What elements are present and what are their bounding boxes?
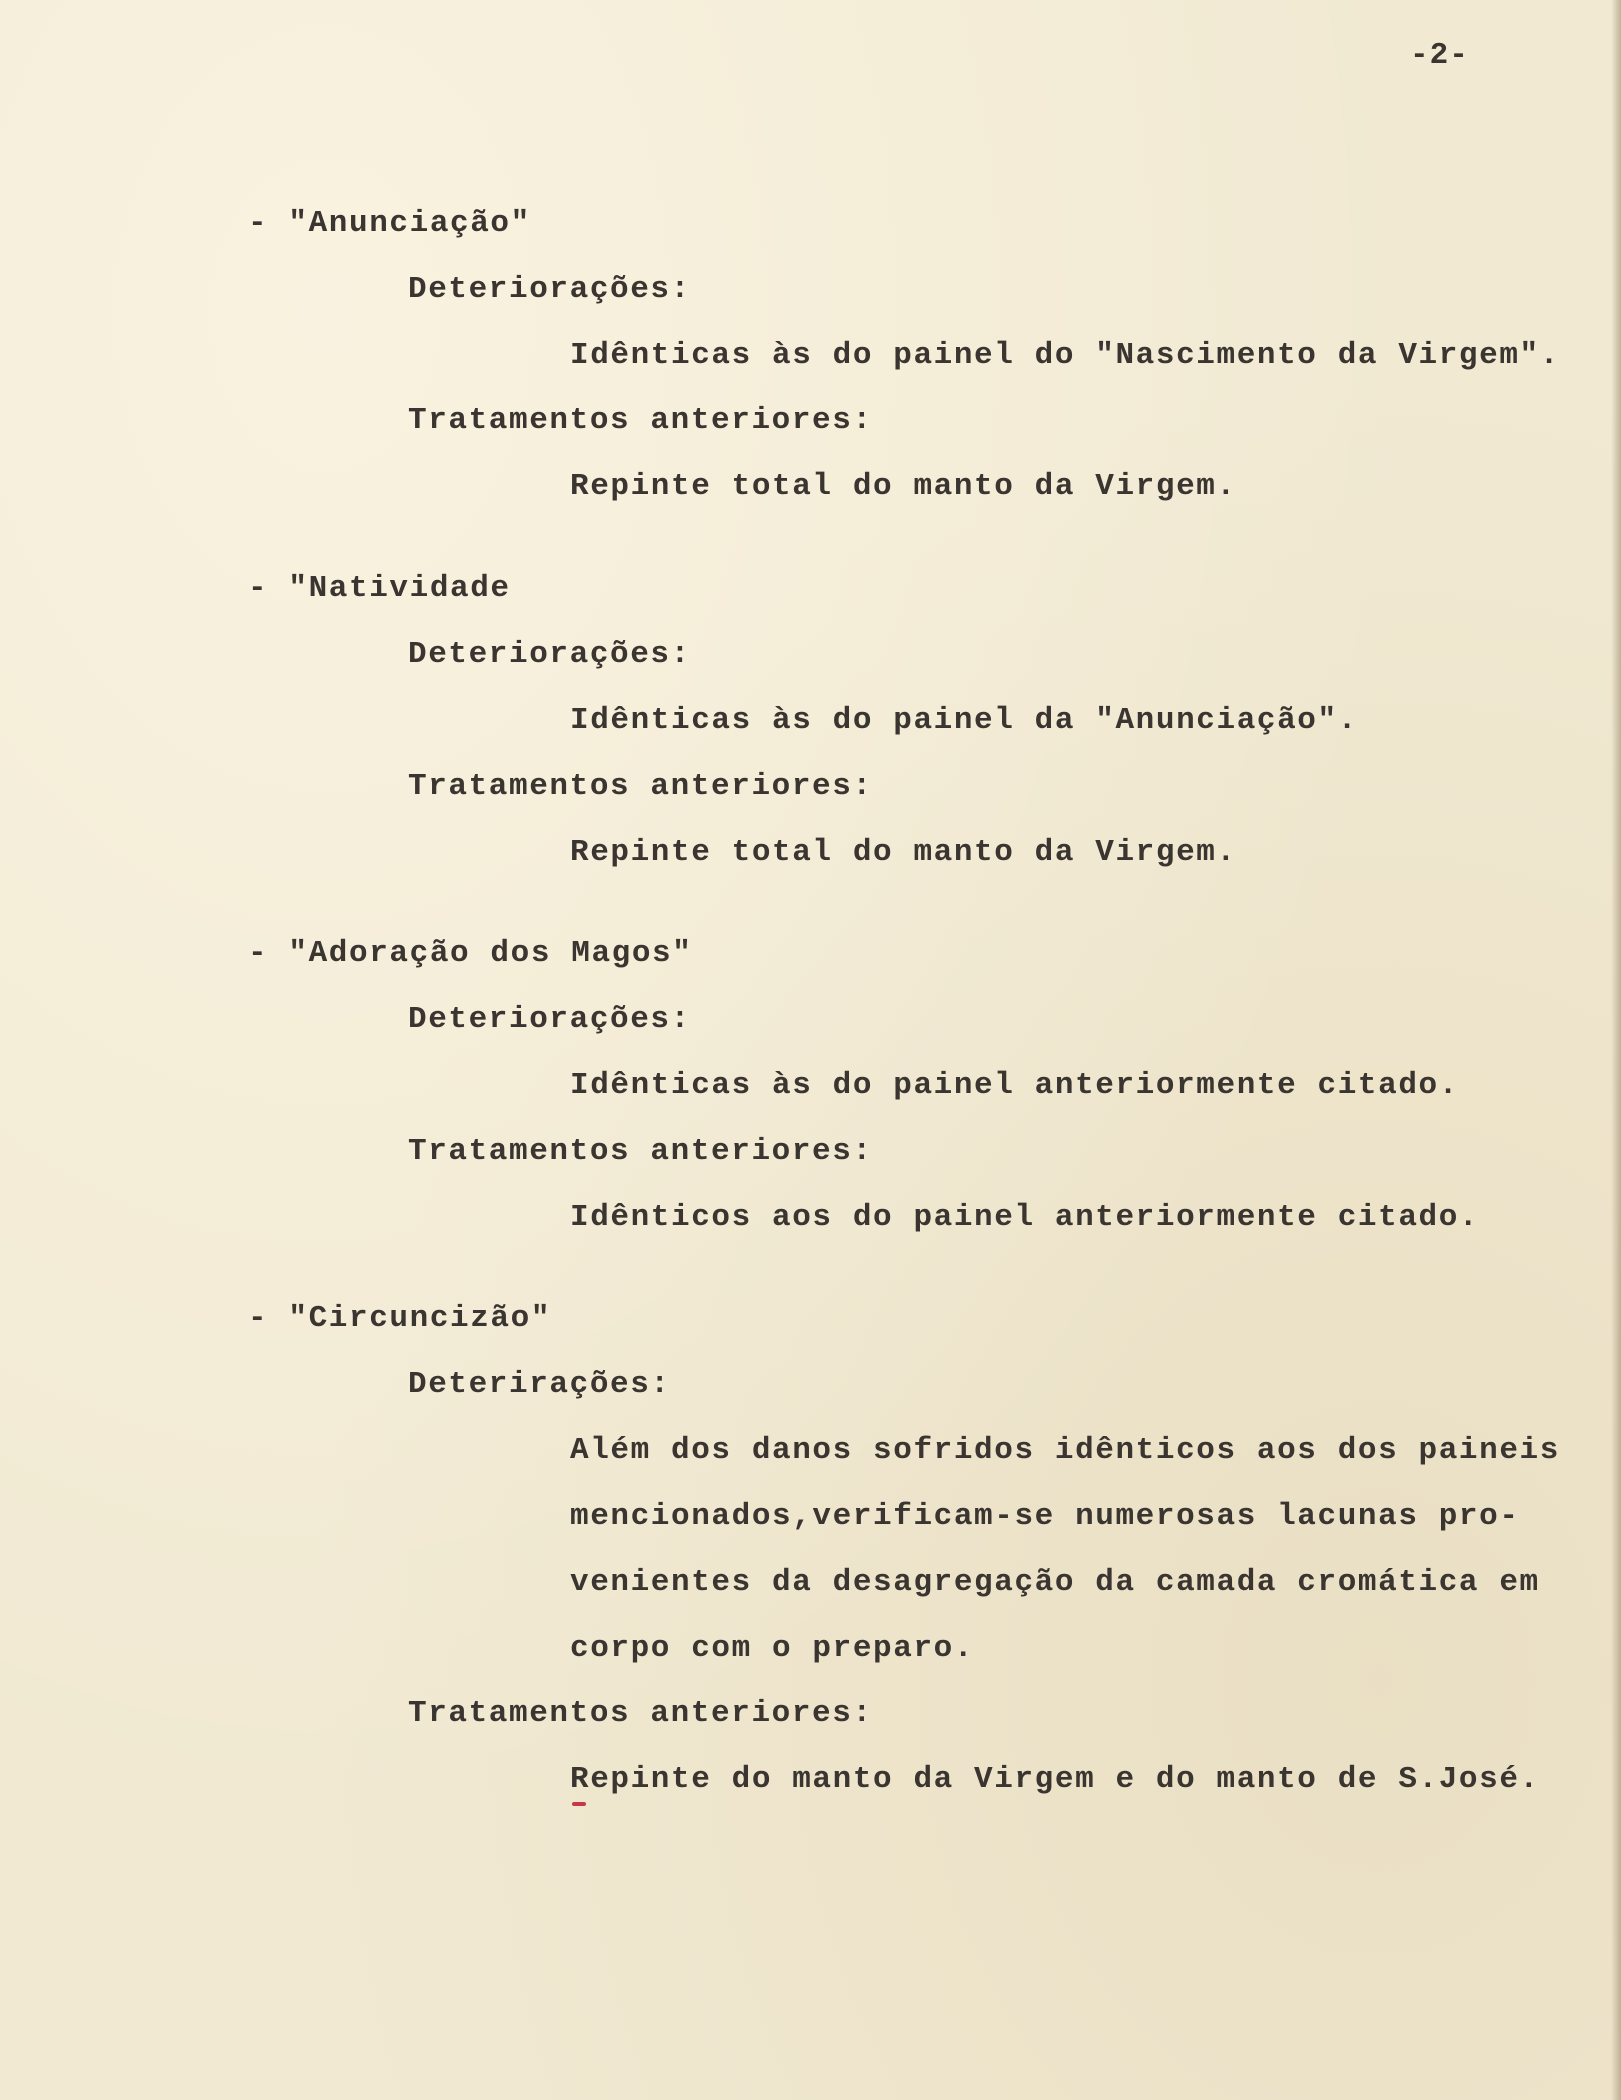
deterioracoes-label: Deteriorações:	[408, 272, 691, 307]
tratamentos-text: Repinte total do manto da Virgem.	[570, 469, 1237, 504]
red-correction-mark	[572, 1802, 586, 1806]
tratamentos-label: Tratamentos anteriores:	[408, 403, 873, 438]
section-title-natividade: - "Natividade	[248, 571, 511, 606]
deterioracoes-text: Idênticas às do painel do "Nascimento da Virgem".	[570, 338, 1560, 373]
page-number: -2-	[1410, 38, 1469, 73]
deterioracoes-label: Deteriorações:	[408, 1002, 691, 1037]
section-title-anunciacao: - "Anunciação"	[248, 206, 531, 241]
deterioracoes-text: Idênticas às do painel anteriormente citado.	[570, 1068, 1459, 1103]
deterioracoes-label: Deterirações:	[408, 1367, 671, 1402]
tratamentos-label: Tratamentos anteriores:	[408, 1134, 873, 1169]
tratamentos-label: Tratamentos anteriores:	[408, 769, 873, 804]
tratamentos-text: Repinte do manto da Virgem e do manto de S.José.	[570, 1762, 1540, 1797]
section-title-circuncizao: - "Circuncizão"	[248, 1301, 552, 1336]
tratamentos-text: Repinte total do manto da Virgem.	[570, 835, 1237, 870]
deterioracoes-text-line: Além dos danos sofridos idênticos aos dos paineis	[570, 1433, 1560, 1468]
deterioracoes-label: Deteriorações:	[408, 637, 691, 672]
deterioracoes-text-line: mencionados,verificam-se numerosas lacunas pro-	[570, 1499, 1520, 1534]
tratamentos-text: Idênticos aos do painel anteriormente citado.	[570, 1200, 1480, 1235]
section-title-adoracao-dos-magos: - "Adoração dos Magos"	[248, 936, 693, 971]
deterioracoes-text-line: venientes da desagregação da camada cromática em	[570, 1565, 1540, 1600]
paper-edge-shadow	[1611, 0, 1621, 2100]
deterioracoes-text: Idênticas às do painel da "Anunciação".	[570, 703, 1358, 738]
tratamentos-label: Tratamentos anteriores:	[408, 1696, 873, 1731]
deterioracoes-text-line: corpo com o preparo.	[570, 1631, 975, 1666]
